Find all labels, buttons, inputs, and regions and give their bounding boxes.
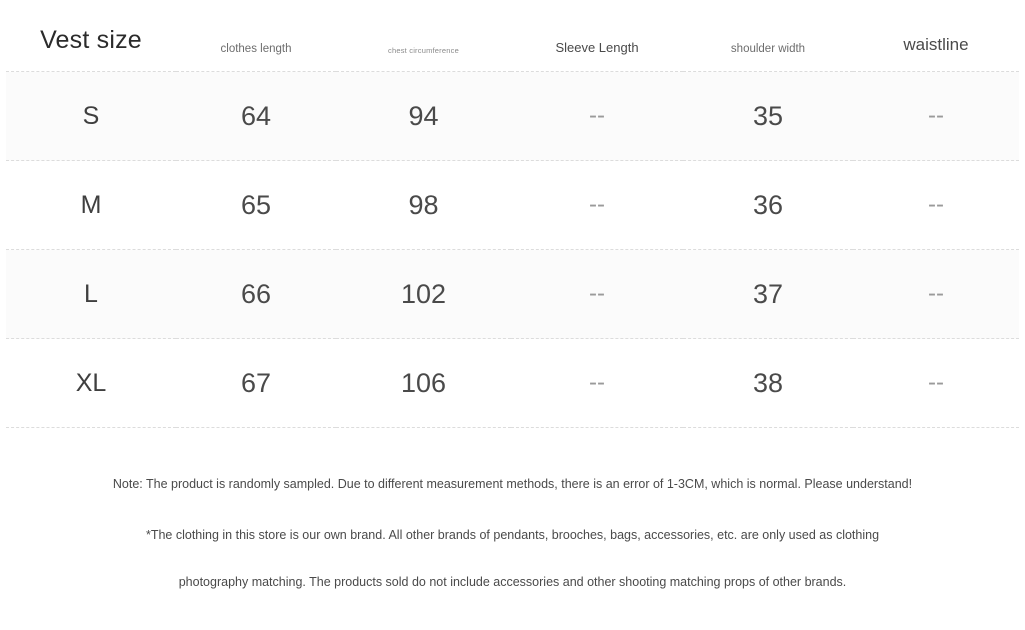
cell-shoulder-width: 35 <box>683 72 853 161</box>
cell-clothes-length: 64 <box>176 72 336 161</box>
table-header <box>6 0 1019 72</box>
cell-chest-circumference: 98 <box>336 161 511 250</box>
cell-shoulder-width: 38 <box>683 339 853 428</box>
column-header-shoulder-width: shoulder width <box>683 0 853 72</box>
cell-sleeve-length: -- <box>511 72 683 161</box>
cell-shoulder-width: 36 <box>683 161 853 250</box>
cell-shoulder-width: 37 <box>683 250 853 339</box>
column-header-clothes-length: clothes length <box>176 0 336 72</box>
cell-size: S <box>6 72 176 161</box>
cell-size: L <box>6 250 176 339</box>
cell-clothes-length: 66 <box>176 250 336 339</box>
table-row <box>6 161 1019 250</box>
cell-waistline: -- <box>853 72 1019 161</box>
table-row <box>6 250 1019 339</box>
cell-chest-circumference: 106 <box>336 339 511 428</box>
column-header-sleeve-length: Sleeve Length <box>511 0 683 72</box>
table-row <box>6 72 1019 161</box>
cell-clothes-length: 65 <box>176 161 336 250</box>
column-header-chest-circumference: chest circumference <box>336 0 511 72</box>
cell-sleeve-length: -- <box>511 250 683 339</box>
note-brand-disclaimer-line1: *The clothing in this store is our own brand. All other brands of pendants, brooches, bags, accessories, etc. are only used as clothing <box>145 527 880 542</box>
cell-size: XL <box>6 339 176 428</box>
table-header-row <box>6 0 1019 72</box>
table-row <box>6 339 1019 428</box>
cell-size: M <box>6 161 176 250</box>
column-header-waistline: waistline <box>853 0 1019 72</box>
cell-sleeve-length: -- <box>511 161 683 250</box>
cell-waistline: -- <box>853 161 1019 250</box>
column-header-vest-size: Vest size <box>6 0 176 72</box>
cell-waistline: -- <box>853 339 1019 428</box>
table-body <box>6 72 1019 428</box>
cell-chest-circumference: 102 <box>336 250 511 339</box>
size-chart-table <box>6 0 1019 428</box>
cell-sleeve-length: -- <box>511 339 683 428</box>
note-measurement-error: Note: The product is randomly sampled. Due to different measurement methods, there is an error of 1-3CM, which is normal. Please understand! <box>112 477 913 491</box>
cell-clothes-length: 67 <box>176 339 336 428</box>
note-brand-disclaimer-line2: photography matching. The products sold do not include accessories and other shooting matching props of other brands. <box>178 574 847 589</box>
cell-chest-circumference: 94 <box>336 72 511 161</box>
notes-section <box>0 428 1025 591</box>
cell-waistline: -- <box>853 250 1019 339</box>
